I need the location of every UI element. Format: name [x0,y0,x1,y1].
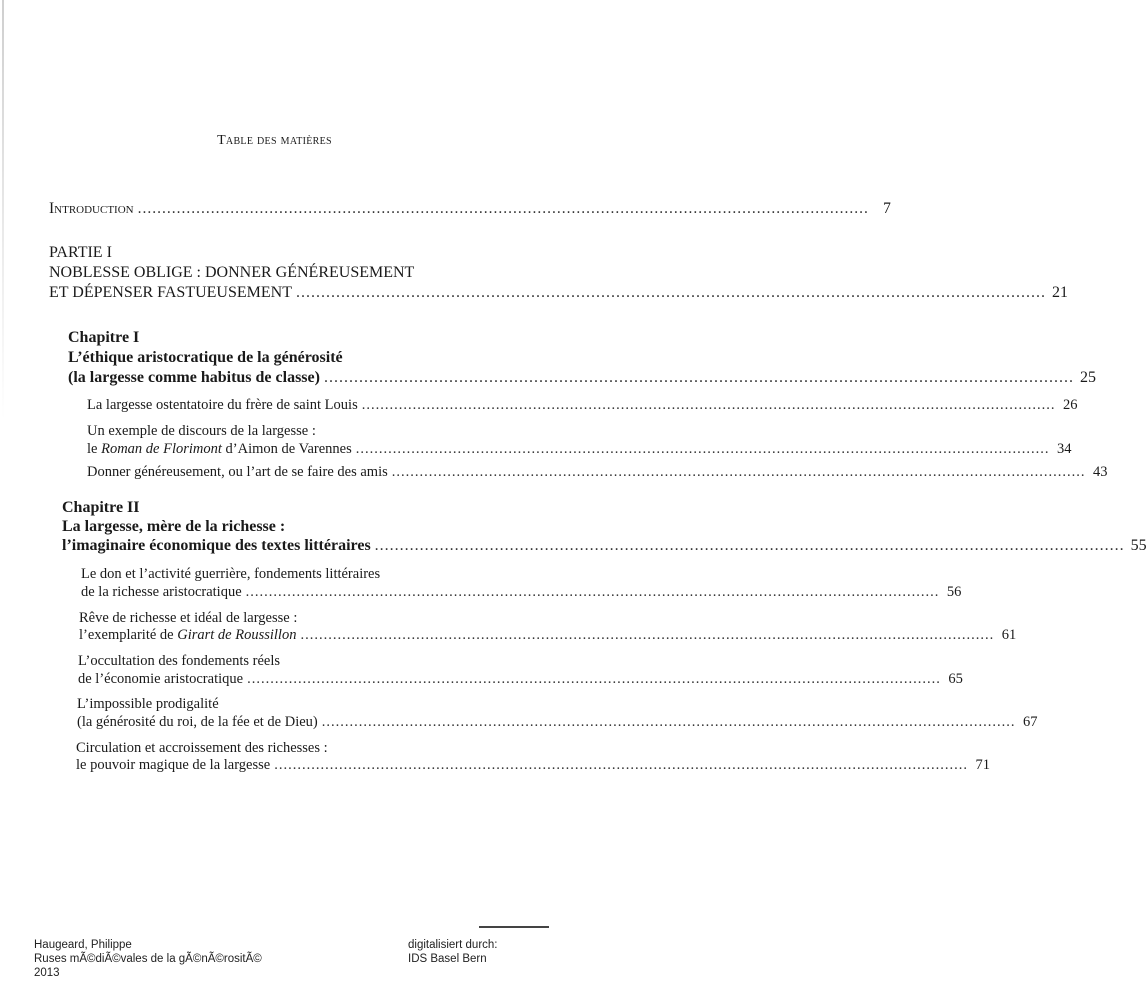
toc-entry-chapitre1 [68,369,1096,386]
page-number: 55 [1130,537,1147,554]
chapter-title-line2: (la largesse comme habitus de classe) [68,369,320,386]
page-number: 43 [1093,464,1108,480]
footer-digitization [408,938,497,966]
part-label: PARTIE I [49,244,112,261]
toc-section [87,441,1072,458]
toc-section [77,714,1038,731]
toc-section [78,671,963,688]
footer-bibliographic [34,938,262,980]
section-title-line1: L’occultation des fondements réels [78,653,281,669]
scan-edge-mark [2,0,4,420]
footer-digitized-by: IDS Basel Bern [408,953,487,965]
leader-dots: ...................................................................................................................................................... [274,757,968,773]
work-title: Roman de Florimont [101,441,222,457]
page-number: 7 [883,200,891,217]
leader-dots: ...................................................................................................................................................... [295,284,1046,301]
leader-dots: ...................................................................................................................................................... [355,441,1050,457]
chapter-label: Chapitre II [62,499,140,516]
toc-section [81,584,962,601]
toc-entry-partie1 [49,284,1068,301]
scan-edge-rule [479,926,549,928]
page-number: 67 [1023,714,1038,730]
section-title-line2: le pouvoir magique de la largesse [76,757,271,773]
page-number: 25 [1079,369,1096,386]
section-title-line1: L’impossible prodigalité [77,696,219,712]
chapter-label: Chapitre I [68,329,140,346]
toc-section [76,757,990,774]
page-number: 56 [946,584,962,600]
leader-dots: ...................................................................................................................................................... [137,200,869,217]
toc-section [87,397,1078,414]
leader-dots: ...................................................................................................................................................... [374,537,1125,554]
toc-entry-label: Introduction [49,200,134,217]
page-number: 65 [948,671,963,687]
leader-dots: ...................................................................................................................................................... [245,584,940,600]
section-title: Donner généreusement, ou l’art de se faire des amis [87,464,388,480]
footer-author: Haugeard, Philippe [34,939,132,951]
section-title-line2: de l’économie aristocratique [78,671,244,687]
page-number: 26 [1062,397,1078,413]
toc-section [87,464,1108,481]
section-title-line1: Circulation et accroissement des richesses : [76,740,328,756]
leader-dots: ...................................................................................................................................................... [391,464,1086,480]
footer-book-title: Ruses mÃ©diÃ©vales de la gÃ©nÃ©rositÃ© [34,953,262,965]
footer-digitized-label: digitalisiert durch: [408,939,498,951]
chapter-title-line1: La largesse, mère de la richesse : [62,518,286,535]
section-title-line1: Le don et l’activité guerrière, fondements littéraires [81,566,381,582]
leader-dots: ...................................................................................................................................................... [323,369,1074,386]
leader-dots: ...................................................................................................................................................... [247,671,941,687]
section-title-line2: de la richesse aristocratique [81,584,242,600]
page-number: 21 [1051,284,1068,301]
section-title-line1: Rêve de richesse et idéal de largesse : [79,610,298,626]
part-title-line1: NOBLESSE OBLIGE : DONNER GÉNÉREUSEMENT [49,264,415,281]
footer-year: 2013 [34,967,60,979]
chapter-title-line2: l’imaginaire économique des textes littéraires [62,537,371,554]
part-title-line2: ET DÉPENSER FASTUEUSEMENT [49,284,292,301]
toc-section [79,627,1017,644]
page-number: 61 [1001,627,1017,643]
toc-entry-chapitre2 [62,537,1147,554]
section-title-line2: l’exemplarité de Girart de Roussillon [79,627,297,643]
toc-entry-introduction [49,200,891,217]
page-number: 71 [975,757,990,773]
page-number: 34 [1056,441,1072,457]
page-title: Table des matières [217,133,332,148]
section-title-line2: (la générosité du roi, de la fée et de Dieu) [77,714,318,730]
leader-dots: ...................................................................................................................................................... [321,714,1016,730]
leader-dots: ...................................................................................................................................................... [361,397,1056,413]
leader-dots: ...................................................................................................................................................... [300,627,995,643]
section-title-line2: le Roman de Florimont d’Aimon de Varennes [87,441,352,457]
chapter-title-line1: L’éthique aristocratique de la générosité [68,349,343,366]
section-title-line1: Un exemple de discours de la largesse : [87,423,316,439]
section-title: La largesse ostentatoire du frère de saint Louis [87,397,358,413]
work-title: Girart de Roussillon [177,627,297,643]
